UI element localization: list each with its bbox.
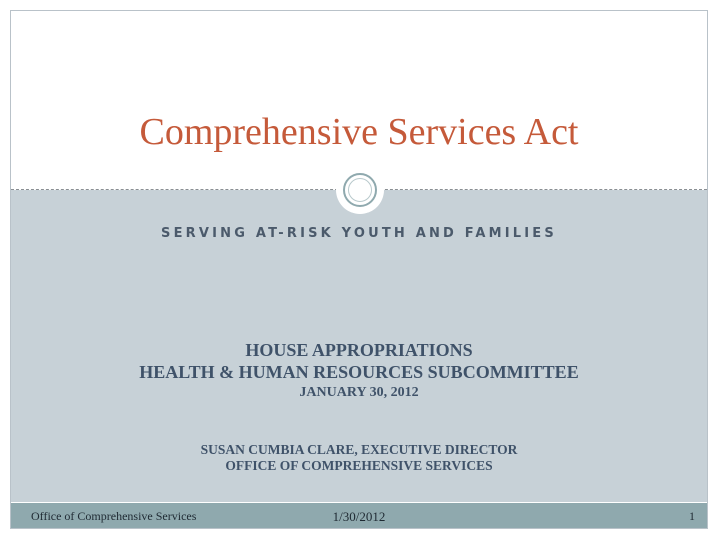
ornament-ring-inner <box>348 178 372 202</box>
footer-bar <box>11 503 707 528</box>
footer-organization: Office of Comprehensive Services <box>31 509 197 523</box>
office-line: OFFICE OF COMPREHENSIVE SERVICES <box>225 458 493 473</box>
committee-line: HOUSE APPROPRIATIONS <box>245 340 473 360</box>
footer-date: 1/30/2012 <box>332 509 386 524</box>
slide-subtitle: SERVING AT-RISK YOUTH AND FAMILIES <box>161 226 557 241</box>
slide-title: Comprehensive Services Act <box>139 111 579 153</box>
slide-number: 1 <box>689 509 695 523</box>
presenter-line: SUSAN CUMBIA CLARE, EXECUTIVE DIRECTOR <box>200 442 518 457</box>
ornament-ring <box>343 173 377 207</box>
subcommittee-line: HEALTH & HUMAN RESOURCES SUBCOMMITTEE <box>139 362 579 382</box>
date-line: JANUARY 30, 2012 <box>299 385 419 400</box>
circle-ornament-icon <box>336 166 384 214</box>
